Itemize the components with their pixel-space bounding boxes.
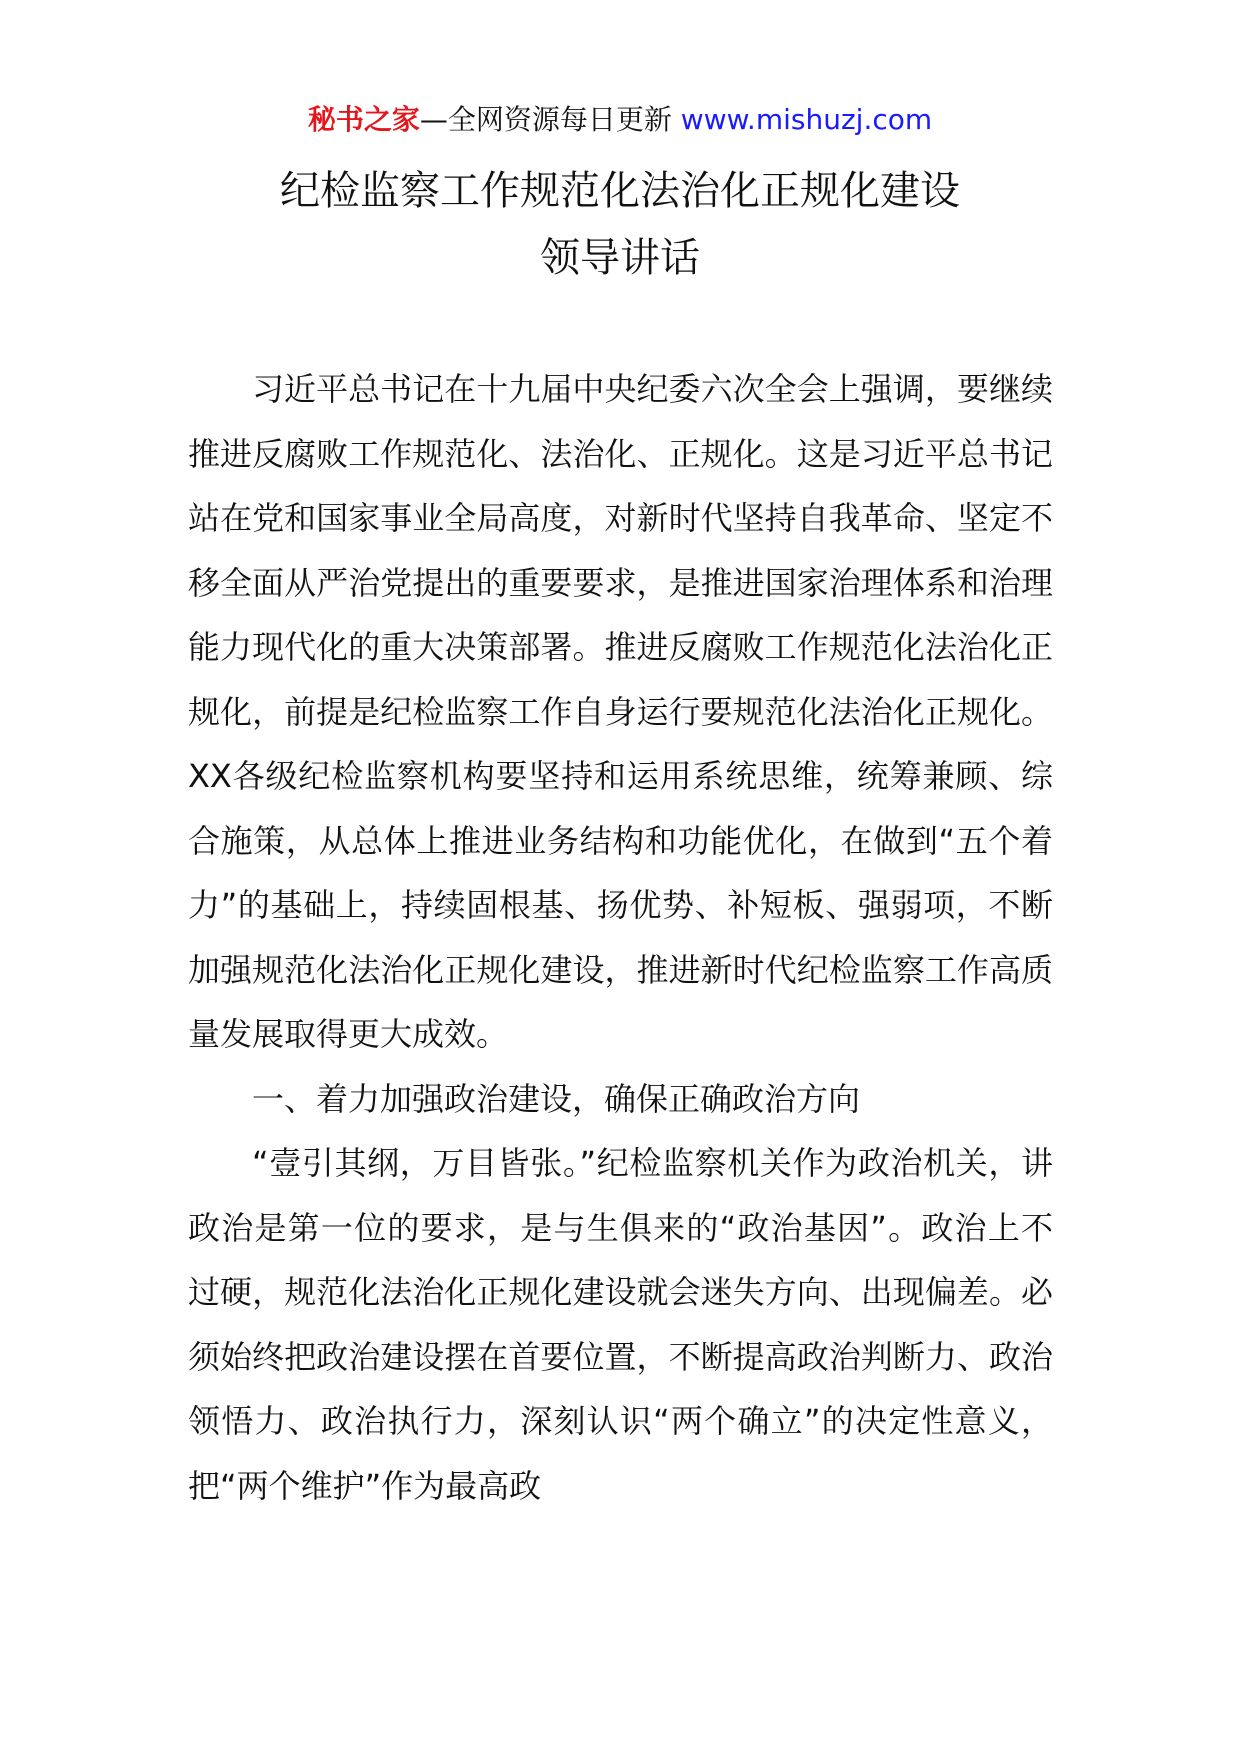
document-title-line-2: 领导讲话 [540, 235, 700, 281]
paragraph-section-1: “壹引其纲，万目皆张。”纪检监察机关作为政治机关，讲政治是第一位的要求，是与生俱来的“政治基因”。政治上不过硬，规范化法治化正规化建设就会迷失方向、出现偏差。必须始终把政治建设摆在首要位置，不断提高政治判断力、政治领悟力、政治执行力，深刻认识“两个确立”的决定性意义，把“两个维护”作为最高政 [188, 1144, 1053, 1505]
paragraph-intro: 习近平总书记在十九届中央纪委六次全会上强调，要继续推进反腐败工作规范化、法治化、正规化。这是习近平总书记站在党和国家事业全局高度，对新时代坚持自我革命、坚定不移全面从严治党提出的重要要求，是推进国家治理体系和治理能力现代化的重大决策部署。推进反腐败工作规范化法治化正规化，前提是纪检监察工作自身运行要规范化法治化正规化。XX各级纪检监察机构要坚持和运用系统思维，统筹兼顾、综合施策，从总体上推进业务结构和功能优化，在做到“五个着力”的基础上，持续固根基、扬优势、补短板、强弱项，不断加强规范化法治化正规化建设，推进新时代纪检监察工作高质量发展取得更大成效。 [188, 370, 1053, 1053]
site-url-link[interactable]: www.mishuzj.com [680, 103, 933, 136]
brand-name: 秘书之家 [307, 103, 420, 136]
document-title-line-1: 纪检监察工作规范化法治化正规化建设 [280, 168, 960, 214]
document-body [188, 357, 1053, 1518]
section-heading-1: 一、着力加强政治建设，确保正确政治方向 [252, 1079, 861, 1118]
watermark-header [0, 100, 1240, 140]
header-tagline: —全网资源每日更新 [419, 103, 672, 136]
